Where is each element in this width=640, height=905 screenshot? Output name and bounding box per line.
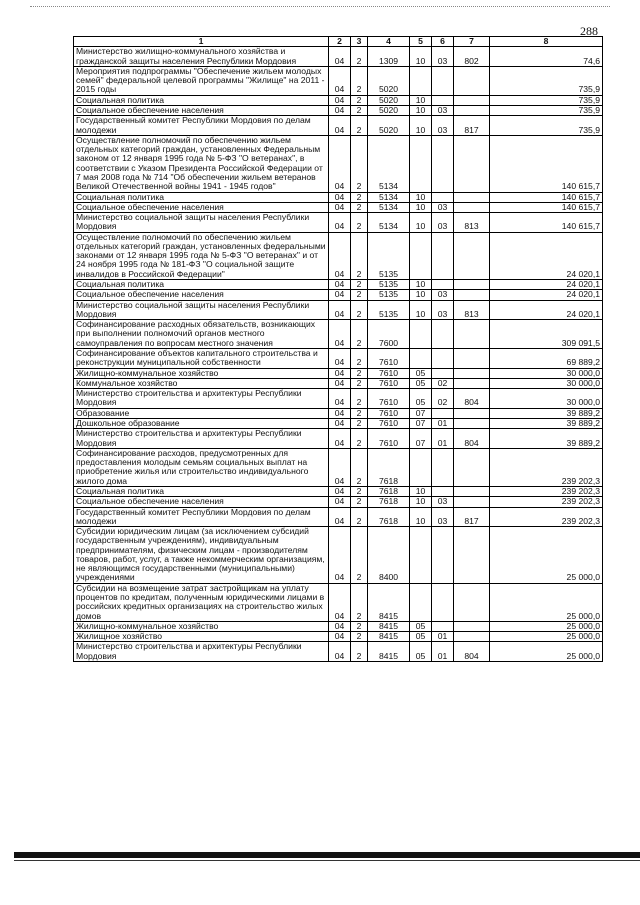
code-cell: 813 — [454, 300, 490, 320]
code-cell: 04 — [329, 368, 351, 378]
amount-cell: 25 000,0 — [490, 632, 603, 642]
code-cell: 2 — [351, 642, 368, 662]
code-cell: 2 — [351, 192, 368, 202]
code-cell: 2 — [351, 105, 368, 115]
code-cell: 7610 — [368, 389, 410, 409]
code-cell: 05 — [410, 378, 432, 388]
code-cell: 04 — [329, 202, 351, 212]
item-name-cell: Жилищно-коммунальное хозяйство — [74, 368, 329, 378]
code-cell: 2 — [351, 497, 368, 507]
item-name-cell: Субсидии юридическим лицам (за исключением субсидий государственным учреждениям), индивидуальным предпринимателям, физическим лицам - производителям товаров, работ, услуг, а также некоммерческим организациям, не являющимся государственными (муниципальными) учреждениями — [74, 527, 329, 584]
amount-cell: 140 615,7 — [490, 202, 603, 212]
amount-cell: 24 020,1 — [490, 232, 603, 279]
code-cell — [410, 135, 432, 192]
code-cell: 02 — [432, 378, 454, 388]
code-cell: 7610 — [368, 429, 410, 449]
code-cell: 04 — [329, 95, 351, 105]
code-cell: 10 — [410, 202, 432, 212]
table-row — [74, 232, 603, 279]
table-row — [74, 448, 603, 486]
code-cell: 03 — [432, 47, 454, 67]
code-cell: 04 — [329, 135, 351, 192]
code-cell: 04 — [329, 429, 351, 449]
top-dotted-rule — [30, 6, 610, 7]
code-cell — [454, 632, 490, 642]
code-cell: 03 — [432, 213, 454, 233]
table-row — [74, 527, 603, 584]
item-name-cell: Осуществление полномочий по обеспечению жильем отдельных категорий граждан, установленных Федеральным законом от 12 января 1995 года № 5-ФЗ "О ветеранах", в соответствии с Указом Президента Российской Федерации от 7 мая 2008 года № 714 "Об обеспечении жильем ветеранов Великой Отечественной войны 1941 - 1945 годов" — [74, 135, 329, 192]
code-cell: 02 — [432, 389, 454, 409]
code-cell — [410, 349, 432, 369]
code-cell: 04 — [329, 632, 351, 642]
code-cell: 802 — [454, 47, 490, 67]
item-name-cell: Образование — [74, 408, 329, 418]
code-cell: 2 — [351, 418, 368, 428]
amount-cell: 24 020,1 — [490, 300, 603, 320]
amount-cell: 25 000,0 — [490, 583, 603, 621]
code-cell: 10 — [410, 95, 432, 105]
code-cell: 2 — [351, 389, 368, 409]
code-cell: 7600 — [368, 320, 410, 349]
item-name-cell: Министерство строительства и архитектуры Республики Мордовия — [74, 389, 329, 409]
code-cell — [454, 418, 490, 428]
code-cell: 2 — [351, 448, 368, 486]
code-cell: 03 — [432, 507, 454, 527]
code-cell — [432, 192, 454, 202]
code-cell: 2 — [351, 408, 368, 418]
code-cell: 05 — [410, 389, 432, 409]
code-cell: 2 — [351, 320, 368, 349]
code-cell: 04 — [329, 378, 351, 388]
amount-cell: 239 202,3 — [490, 497, 603, 507]
code-cell: 04 — [329, 642, 351, 662]
code-cell — [454, 349, 490, 369]
code-cell: 8400 — [368, 527, 410, 584]
code-cell: 04 — [329, 448, 351, 486]
item-name-cell: Софинансирование расходных обязательств, возникающих при выполнении полномочий органов местного самоуправления по вопросам местного значения — [74, 320, 329, 349]
code-cell: 2 — [351, 280, 368, 290]
table-row — [74, 66, 603, 95]
table-row — [74, 290, 603, 300]
amount-cell: 140 615,7 — [490, 192, 603, 202]
table-row — [74, 583, 603, 621]
code-cell: 804 — [454, 389, 490, 409]
code-cell: 10 — [410, 116, 432, 136]
code-cell — [432, 320, 454, 349]
amount-cell: 735,9 — [490, 66, 603, 95]
code-cell: 07 — [410, 418, 432, 428]
code-cell: 04 — [329, 280, 351, 290]
code-cell: 04 — [329, 320, 351, 349]
code-cell — [432, 368, 454, 378]
item-name-cell: Социальная политика — [74, 95, 329, 105]
code-cell — [454, 232, 490, 279]
item-name-cell: Социальная политика — [74, 192, 329, 202]
code-cell — [454, 368, 490, 378]
code-cell: 10 — [410, 192, 432, 202]
code-cell: 7610 — [368, 368, 410, 378]
code-cell — [454, 95, 490, 105]
item-name-cell: Министерство строительства и архитектуры Республики Мордовия — [74, 642, 329, 662]
code-cell: 7610 — [368, 378, 410, 388]
column-header: 4 — [368, 37, 410, 47]
amount-cell: 39 889,2 — [490, 418, 603, 428]
amount-cell: 239 202,3 — [490, 486, 603, 496]
code-cell: 8415 — [368, 632, 410, 642]
code-cell: 01 — [432, 642, 454, 662]
amount-cell: 30 000,0 — [490, 368, 603, 378]
amount-cell: 69 889,2 — [490, 349, 603, 369]
code-cell: 03 — [432, 290, 454, 300]
code-cell: 2 — [351, 135, 368, 192]
code-cell — [454, 105, 490, 115]
item-name-cell: Социальное обеспечение населения — [74, 105, 329, 115]
code-cell: 04 — [329, 507, 351, 527]
item-name-cell: Мероприятия подпрограммы "Обеспечение жильем молодых семей" федеральной целевой программы "Жилище" на 2011 - 2015 годы — [74, 66, 329, 95]
code-cell: 2 — [351, 368, 368, 378]
amount-cell: 309 091,5 — [490, 320, 603, 349]
code-cell: 2 — [351, 621, 368, 631]
code-cell — [410, 320, 432, 349]
code-cell: 5134 — [368, 192, 410, 202]
code-cell: 2 — [351, 290, 368, 300]
table-row — [74, 378, 603, 388]
code-cell — [410, 583, 432, 621]
code-cell: 10 — [410, 280, 432, 290]
code-cell: 10 — [410, 290, 432, 300]
code-cell: 10 — [410, 507, 432, 527]
code-cell: 5020 — [368, 95, 410, 105]
code-cell: 1309 — [368, 47, 410, 67]
amount-cell: 74,6 — [490, 47, 603, 67]
amount-cell: 239 202,3 — [490, 448, 603, 486]
code-cell: 2 — [351, 349, 368, 369]
code-cell: 7618 — [368, 486, 410, 496]
code-cell: 04 — [329, 497, 351, 507]
code-cell: 03 — [432, 116, 454, 136]
code-cell — [432, 66, 454, 95]
code-cell: 7610 — [368, 349, 410, 369]
code-cell: 10 — [410, 486, 432, 496]
code-cell: 2 — [351, 116, 368, 136]
code-cell: 04 — [329, 389, 351, 409]
code-cell: 05 — [410, 368, 432, 378]
table-row — [74, 202, 603, 212]
table-body — [74, 47, 603, 662]
code-cell: 05 — [410, 621, 432, 631]
code-cell: 03 — [432, 497, 454, 507]
amount-cell: 140 615,7 — [490, 135, 603, 192]
code-cell: 2 — [351, 202, 368, 212]
code-cell — [432, 486, 454, 496]
code-cell: 2 — [351, 300, 368, 320]
column-header: 3 — [351, 37, 368, 47]
code-cell: 2 — [351, 429, 368, 449]
code-cell: 07 — [410, 429, 432, 449]
item-name-cell: Жилищное хозяйство — [74, 632, 329, 642]
amount-cell: 239 202,3 — [490, 507, 603, 527]
item-name-cell: Государственный комитет Республики Мордовия по делам молодежи — [74, 116, 329, 136]
code-cell: 8415 — [368, 621, 410, 631]
table-row — [74, 389, 603, 409]
column-header: 1 — [74, 37, 329, 47]
code-cell: 03 — [432, 300, 454, 320]
code-cell — [410, 232, 432, 279]
code-cell: 04 — [329, 418, 351, 428]
table-row — [74, 642, 603, 662]
table-row — [74, 621, 603, 631]
item-name-cell: Софинансирование расходов, предусмотренных для предоставления молодым семьям социальных выплат на приобретение жилья или строительство индивидуального жилого дома — [74, 448, 329, 486]
amount-cell: 735,9 — [490, 95, 603, 105]
code-cell: 7618 — [368, 497, 410, 507]
item-name-cell: Министерство социальной защиты населения Республики Мордовия — [74, 300, 329, 320]
code-cell: 01 — [432, 418, 454, 428]
code-cell: 2 — [351, 507, 368, 527]
column-header: 5 — [410, 37, 432, 47]
bottom-scan-line — [14, 860, 640, 861]
item-name-cell: Министерство строительства и архитектуры Республики Мордовия — [74, 429, 329, 449]
code-cell: 10 — [410, 213, 432, 233]
item-name-cell: Государственный комитет Республики Мордовия по делам молодежи — [74, 507, 329, 527]
code-cell — [454, 448, 490, 486]
table-row — [74, 300, 603, 320]
code-cell: 04 — [329, 116, 351, 136]
amount-cell: 30 000,0 — [490, 389, 603, 409]
code-cell: 04 — [329, 527, 351, 584]
table-row — [74, 368, 603, 378]
amount-cell: 24 020,1 — [490, 290, 603, 300]
amount-cell: 735,9 — [490, 105, 603, 115]
code-cell: 04 — [329, 47, 351, 67]
item-name-cell: Социальное обеспечение населения — [74, 202, 329, 212]
code-cell: 10 — [410, 300, 432, 320]
code-cell: 804 — [454, 642, 490, 662]
code-cell — [454, 583, 490, 621]
column-header: 8 — [490, 37, 603, 47]
code-cell: 07 — [410, 408, 432, 418]
item-name-cell: Социальная политика — [74, 486, 329, 496]
code-cell: 7610 — [368, 408, 410, 418]
code-cell: 5020 — [368, 116, 410, 136]
code-cell — [454, 290, 490, 300]
code-cell — [454, 202, 490, 212]
code-cell — [454, 135, 490, 192]
code-cell: 04 — [329, 621, 351, 631]
code-cell: 04 — [329, 66, 351, 95]
code-cell: 10 — [410, 105, 432, 115]
item-name-cell: Социальное обеспечение населения — [74, 290, 329, 300]
code-cell: 04 — [329, 486, 351, 496]
code-cell: 5020 — [368, 105, 410, 115]
table-row — [74, 418, 603, 428]
code-cell: 8415 — [368, 642, 410, 662]
code-cell — [432, 621, 454, 631]
code-cell: 2 — [351, 632, 368, 642]
amount-cell: 735,9 — [490, 116, 603, 136]
code-cell — [454, 320, 490, 349]
item-name-cell: Коммунальное хозяйство — [74, 378, 329, 388]
code-cell: 817 — [454, 116, 490, 136]
table-row — [74, 408, 603, 418]
code-cell: 10 — [410, 47, 432, 67]
code-cell: 7618 — [368, 507, 410, 527]
item-name-cell: Осуществление полномочий по обеспечению жильем отдельных категорий граждан, установленных федеральными законами от 12 января 1995 года № 5-ФЗ "О ветеранах" и от 24 ноября 1995 года № 181-ФЗ "О социальной защите инвалидов в Российской Федерации" — [74, 232, 329, 279]
code-cell: 2 — [351, 486, 368, 496]
code-cell — [454, 497, 490, 507]
table-row — [74, 213, 603, 233]
amount-cell: 30 000,0 — [490, 378, 603, 388]
code-cell — [454, 192, 490, 202]
code-cell: 03 — [432, 105, 454, 115]
table-row — [74, 320, 603, 349]
code-cell: 2 — [351, 232, 368, 279]
code-cell: 04 — [329, 232, 351, 279]
code-cell: 04 — [329, 290, 351, 300]
amount-cell: 140 615,7 — [490, 213, 603, 233]
code-cell — [454, 66, 490, 95]
code-cell: 2 — [351, 66, 368, 95]
code-cell: 03 — [432, 202, 454, 212]
code-cell — [410, 448, 432, 486]
code-cell: 04 — [329, 105, 351, 115]
code-cell: 7618 — [368, 448, 410, 486]
code-cell: 04 — [329, 300, 351, 320]
code-cell — [432, 280, 454, 290]
code-cell: 01 — [432, 632, 454, 642]
item-name-cell: Софинансирование объектов капитального строительства и реконструкции муниципальной собственности — [74, 349, 329, 369]
bottom-scan-bar — [14, 852, 640, 858]
code-cell: 04 — [329, 408, 351, 418]
column-header: 2 — [329, 37, 351, 47]
code-cell: 01 — [432, 429, 454, 449]
amount-cell: 25 000,0 — [490, 527, 603, 584]
code-cell: 5135 — [368, 300, 410, 320]
code-cell — [432, 232, 454, 279]
code-cell — [454, 621, 490, 631]
code-cell: 804 — [454, 429, 490, 449]
column-header: 7 — [454, 37, 490, 47]
table-row — [74, 632, 603, 642]
item-name-cell: Социальная политика — [74, 280, 329, 290]
amount-cell: 25 000,0 — [490, 642, 603, 662]
page-number: 288 — [580, 24, 598, 38]
code-cell: 2 — [351, 213, 368, 233]
table-row — [74, 507, 603, 527]
table-row — [74, 105, 603, 115]
item-name-cell: Субсидии на возмещение затрат застройщикам на уплату процентов по кредитам, полученным юридическими лицами в российских кредитных организациях на строительство жилых домов — [74, 583, 329, 621]
amount-cell: 39 889,2 — [490, 429, 603, 449]
table-row — [74, 135, 603, 192]
code-cell: 2 — [351, 95, 368, 105]
item-name-cell: Министерство социальной защиты населения Республики Мордовия — [74, 213, 329, 233]
table-row — [74, 497, 603, 507]
item-name-cell: Дошкольное образование — [74, 418, 329, 428]
table-header-row — [74, 37, 603, 47]
code-cell — [432, 583, 454, 621]
code-cell: 817 — [454, 507, 490, 527]
code-cell — [432, 408, 454, 418]
code-cell — [432, 349, 454, 369]
code-cell: 2 — [351, 583, 368, 621]
code-cell: 2 — [351, 527, 368, 584]
code-cell: 5134 — [368, 202, 410, 212]
code-cell — [454, 486, 490, 496]
item-name-cell: Социальное обеспечение населения — [74, 497, 329, 507]
table-row — [74, 486, 603, 496]
code-cell: 2 — [351, 47, 368, 67]
table-row — [74, 116, 603, 136]
code-cell — [454, 527, 490, 584]
table-row — [74, 280, 603, 290]
code-cell: 813 — [454, 213, 490, 233]
code-cell — [410, 527, 432, 584]
code-cell — [432, 527, 454, 584]
code-cell: 04 — [329, 213, 351, 233]
code-cell — [432, 448, 454, 486]
code-cell — [454, 280, 490, 290]
column-header: 6 — [432, 37, 454, 47]
table-row — [74, 47, 603, 67]
code-cell: 05 — [410, 642, 432, 662]
code-cell: 04 — [329, 583, 351, 621]
budget-table — [73, 36, 603, 662]
table-row — [74, 349, 603, 369]
code-cell — [454, 378, 490, 388]
code-cell: 2 — [351, 378, 368, 388]
code-cell: 04 — [329, 349, 351, 369]
code-cell: 10 — [410, 497, 432, 507]
code-cell: 5020 — [368, 66, 410, 95]
code-cell: 5134 — [368, 213, 410, 233]
amount-cell: 39 889,2 — [490, 408, 603, 418]
code-cell: 04 — [329, 192, 351, 202]
code-cell: 5135 — [368, 290, 410, 300]
amount-cell: 25 000,0 — [490, 621, 603, 631]
code-cell — [432, 135, 454, 192]
code-cell: 5135 — [368, 232, 410, 279]
code-cell: 05 — [410, 632, 432, 642]
code-cell: 5135 — [368, 280, 410, 290]
code-cell: 7610 — [368, 418, 410, 428]
code-cell — [432, 95, 454, 105]
table-row — [74, 192, 603, 202]
amount-cell: 24 020,1 — [490, 280, 603, 290]
code-cell — [454, 408, 490, 418]
code-cell — [410, 66, 432, 95]
item-name-cell: Министерство жилищно-коммунального хозяйства и гражданской защиты населения Республики Мордовия — [74, 47, 329, 67]
table-row — [74, 95, 603, 105]
item-name-cell: Жилищно-коммунальное хозяйство — [74, 621, 329, 631]
code-cell: 5134 — [368, 135, 410, 192]
code-cell: 8415 — [368, 583, 410, 621]
table-row — [74, 429, 603, 449]
